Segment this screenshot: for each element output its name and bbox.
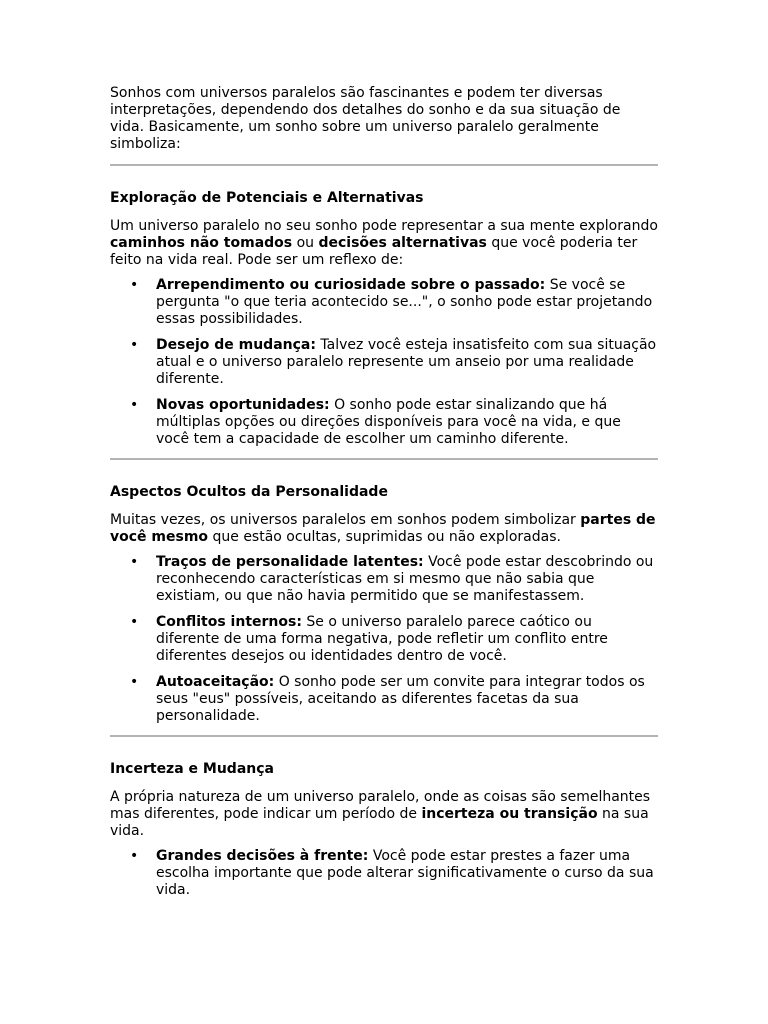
section-divider xyxy=(110,735,658,737)
intro-paragraph: Sonhos com universos paralelos são fascinantes e podem ter diversas interpretações, dependendo dos detalhes do sonho e da sua situação de vida. Basicamente, um sonho sobre um universo paralelo geralmente simboliza: xyxy=(110,85,621,152)
bullet-list xyxy=(110,277,658,448)
list-item: • Arrependimento ou curiosidade sobre o passado: Se você se pergunta "o que teria acontecido se...", o sonho pode estar projetando essas possibilidades. xyxy=(130,277,653,327)
section-heading: Incerteza e Mudança xyxy=(110,761,274,777)
bullet-icon: • xyxy=(130,277,139,293)
bullet-icon: • xyxy=(130,397,139,413)
list-item: • Novas oportunidades: O sonho pode estar sinalizando que há múltiplas opções ou direções disponíveis para você na vida, e que você tem a capacidade de escolher um caminho diferente. xyxy=(130,397,621,447)
list-item: • Grandes decisões à frente: Você pode estar prestes a fazer uma escolha importante que pode alterar significativamente o curso da sua vida. xyxy=(130,848,654,898)
list-item: • Desejo de mudança: Talvez você esteja insatisfeito com sua situação atual e o universo paralelo represente um anseio por uma realidade diferente. xyxy=(130,337,657,387)
section-paragraph: A própria natureza de um universo paralelo, onde as coisas são semelhantes mas diferentes, pode indicar um período de incerteza ou transição na sua vida. xyxy=(110,789,651,839)
list-item: • Conflitos internos: Se o universo paralelo parece caótico ou diferente de uma forma negativa, pode refletir um conflito entre diferentes desejos ou identidades dentro de você. xyxy=(130,614,608,664)
list-item: • Autoaceitação: O sonho pode ser um convite para integrar todos os seus "eus" possíveis, aceitando as diferentes facetas da sua personalidade. xyxy=(130,674,645,724)
list-item: • Traços de personalidade latentes: Você pode estar descobrindo ou reconhecendo características em si mesmo que não sabia que existiam, ou que não havia permitido que se manifestassem. xyxy=(130,554,654,604)
section-incerteza xyxy=(110,761,658,899)
bullet-icon: • xyxy=(130,337,139,353)
document-page xyxy=(110,85,658,909)
bullet-list xyxy=(110,848,658,899)
bullet-icon: • xyxy=(130,554,139,570)
section-paragraph: Muitas vezes, os universos paralelos em sonhos podem simbolizar partes de você mesmo que estão ocultas, suprimidas ou não exploradas. xyxy=(110,512,656,545)
section-divider xyxy=(110,458,658,460)
section-paragraph: Um universo paralelo no seu sonho pode representar a sua mente explorando caminhos não tomados ou decisões alternativas que você poderia ter feito na vida real. Pode ser um reflexo de: xyxy=(110,218,658,268)
section-aspectos-ocultos xyxy=(110,484,658,725)
section-heading: Aspectos Ocultos da Personalidade xyxy=(110,484,388,500)
section-divider xyxy=(110,164,658,166)
section-heading: Exploração de Potenciais e Alternativas xyxy=(110,190,424,206)
bullet-icon: • xyxy=(130,614,139,630)
section-exploracao xyxy=(110,190,658,448)
bullet-list xyxy=(110,554,658,725)
bullet-icon: • xyxy=(130,674,139,690)
bullet-icon: • xyxy=(130,848,139,864)
